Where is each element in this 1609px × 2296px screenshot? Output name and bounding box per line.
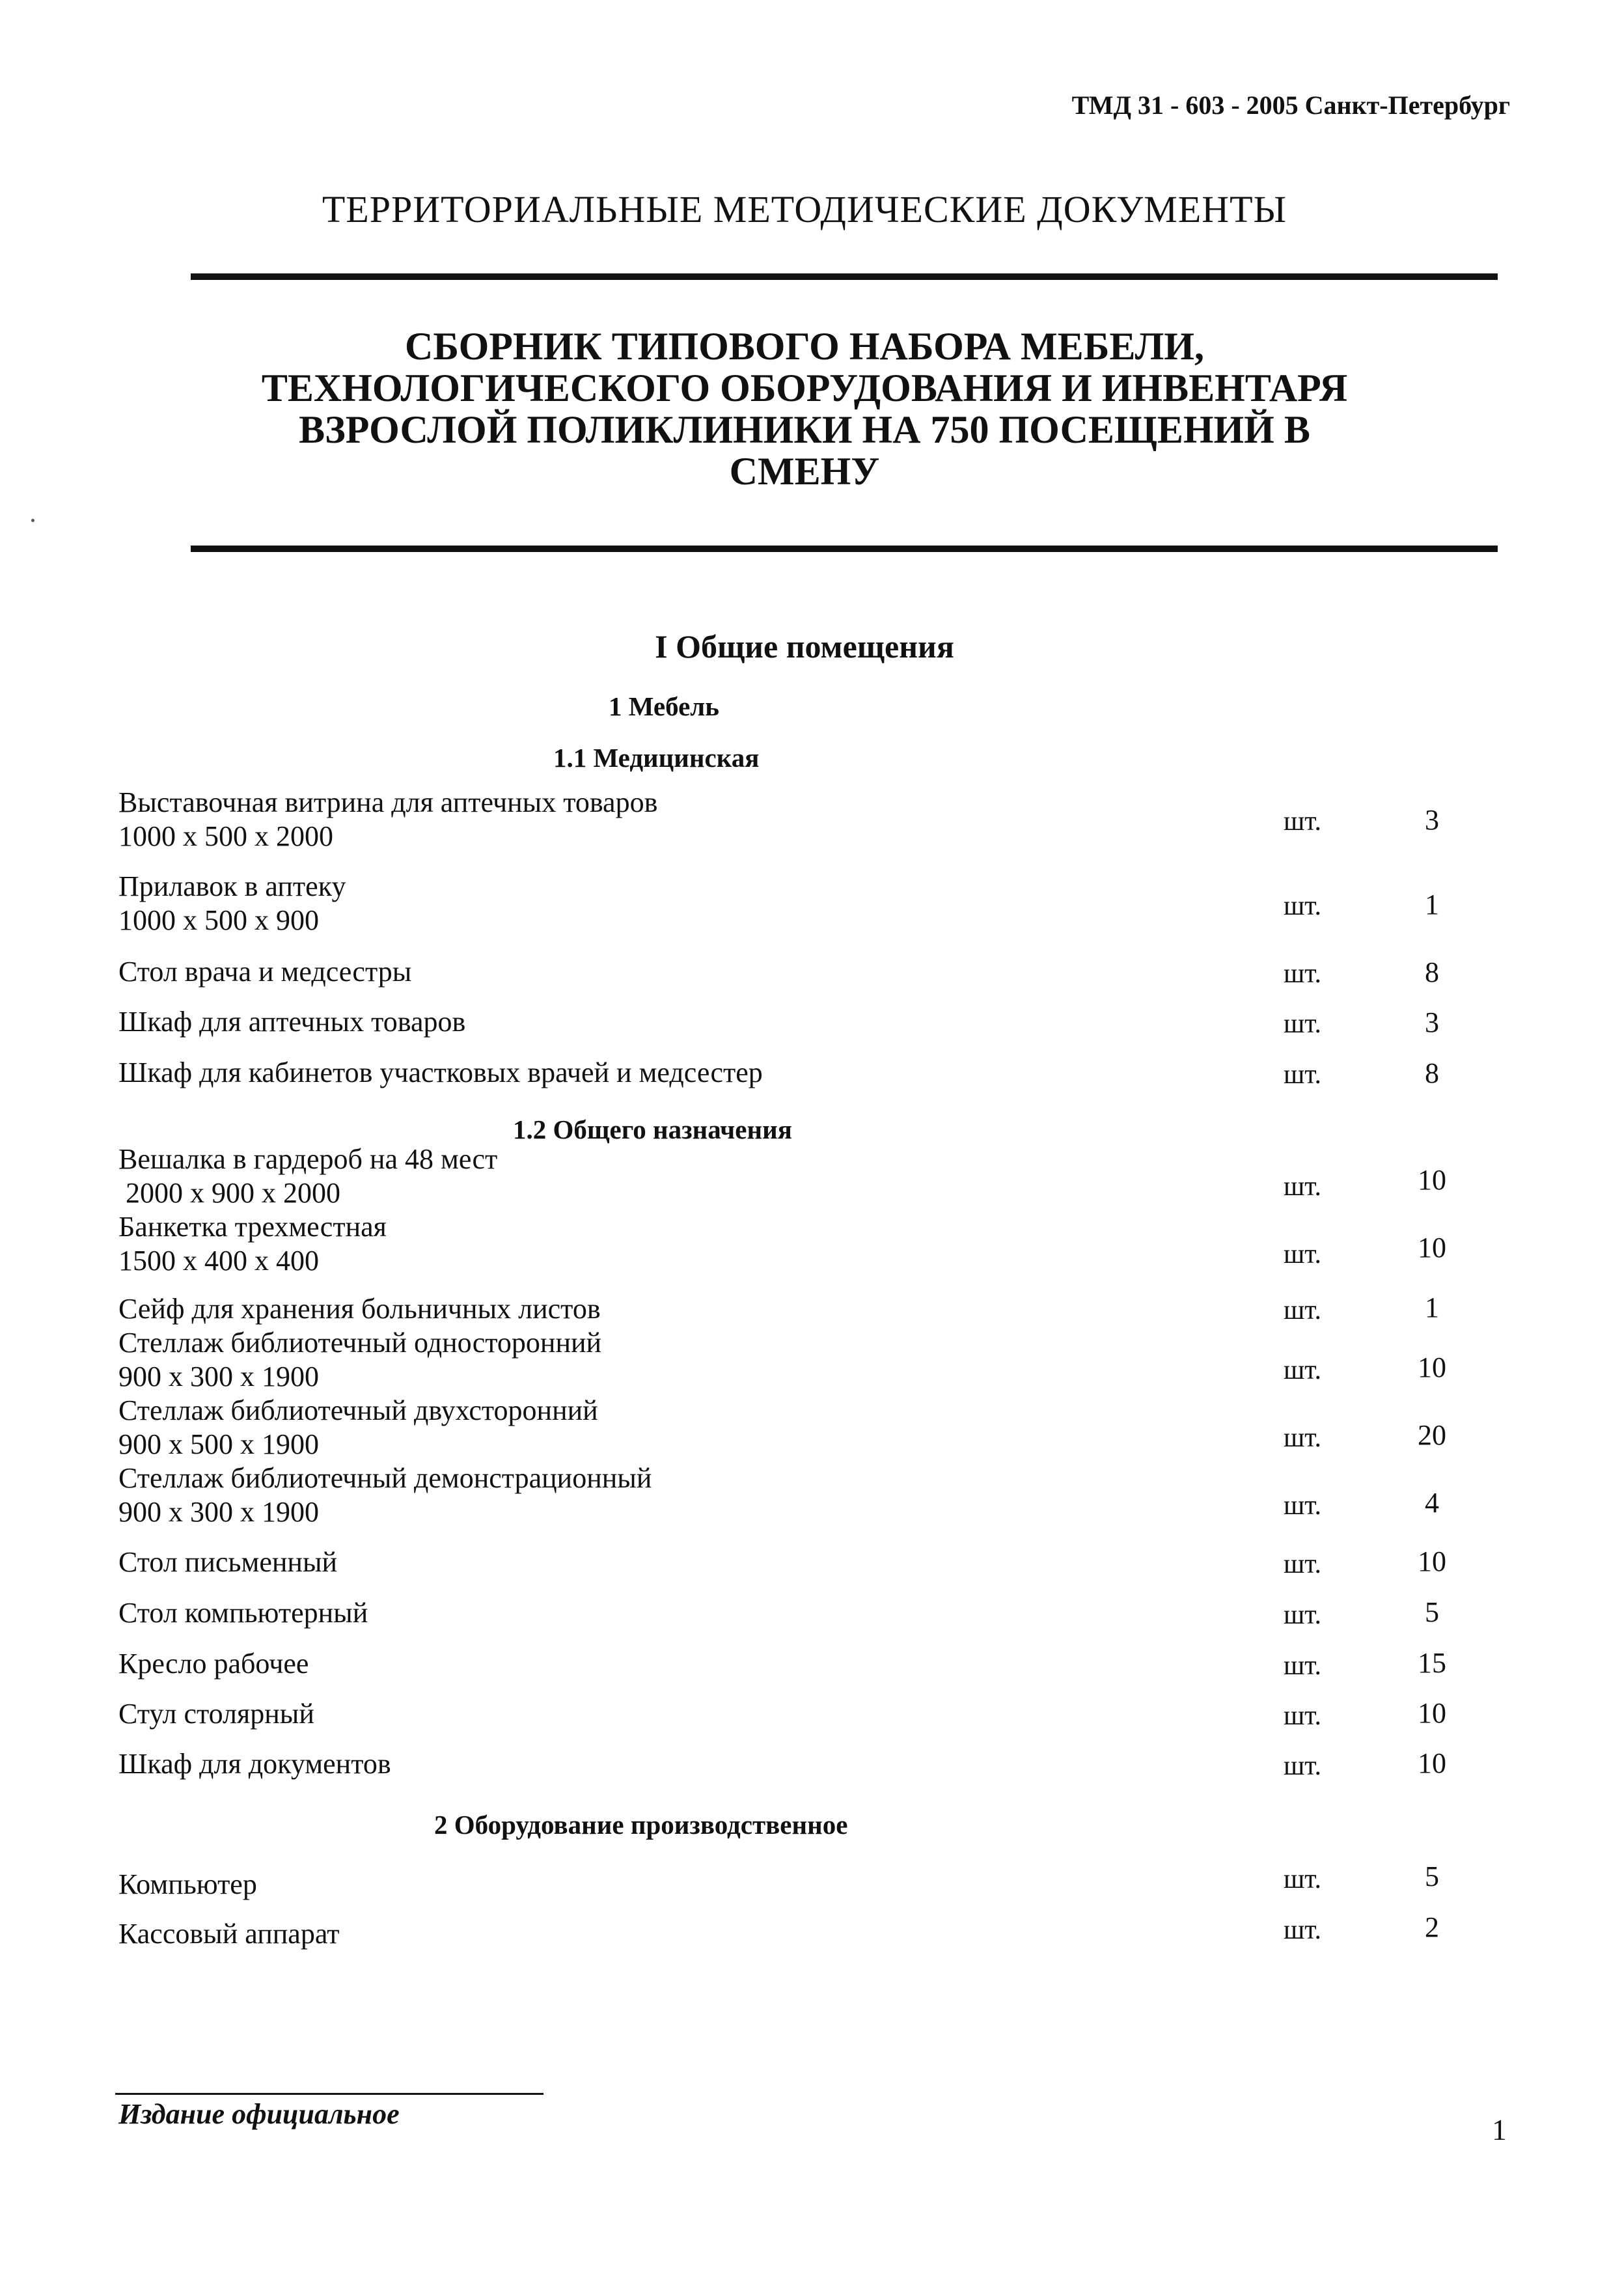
item-unit: шт. xyxy=(1283,1491,1321,1521)
item-unit: шт. xyxy=(1283,1651,1321,1681)
item-name: Шкаф для кабинетов участковых врачей и медсестер xyxy=(118,1057,763,1088)
item-name: Стеллаж библиотечный односторонний 900 x 300 x 1900 xyxy=(118,1327,602,1392)
item-qty: 15 xyxy=(1418,1647,1446,1679)
item-unit: шт. xyxy=(1283,1060,1321,1090)
item-qty: 5 xyxy=(1425,1860,1439,1892)
item-unit: шт. xyxy=(1283,1423,1321,1453)
item-qty: 4 xyxy=(1425,1487,1439,1519)
title-line: СБОРНИК ТИПОВОГО НАБОРА МЕБЕЛИ, xyxy=(405,325,1204,368)
item-unit: шт. xyxy=(1283,1239,1321,1269)
item-qty: 10 xyxy=(1418,1164,1446,1196)
item-unit: шт. xyxy=(1283,891,1321,921)
item-unit: шт. xyxy=(1283,1549,1321,1579)
section-title: I Общие помещения xyxy=(655,628,954,665)
item-qty: 10 xyxy=(1418,1232,1446,1264)
scan-speck xyxy=(31,519,34,522)
title-line: ТЕХНОЛОГИЧЕСКОГО ОБОРУДОВАНИЯ И ИНВЕНТАРЯ xyxy=(261,367,1348,409)
top-rule xyxy=(191,273,1498,280)
subsection-equipment: 2 Оборудование производственное xyxy=(434,1810,848,1840)
item-name: Банкетка трехместная 1500 x 400 x 400 xyxy=(118,1211,387,1277)
footnote-rule xyxy=(115,2093,543,2095)
page-number: 1 xyxy=(1492,2113,1507,2146)
item-unit: шт. xyxy=(1283,1864,1321,1894)
item-qty: 8 xyxy=(1425,956,1439,988)
item-qty: 1 xyxy=(1425,1292,1439,1323)
official-edition-note: Издание официальное xyxy=(118,2098,400,2130)
item-qty: 20 xyxy=(1418,1419,1446,1451)
item-qty: 10 xyxy=(1418,1697,1446,1729)
item-name: Выставочная витрина для аптечных товаров 1000 x 500 x 2000 xyxy=(118,786,658,852)
item-name: Прилавок в аптеку 1000 x 500 x 900 xyxy=(118,870,346,936)
item-name: Сейф для хранения больничных листов xyxy=(118,1293,601,1325)
subsection-medical: 1.1 Медицинская xyxy=(553,743,760,773)
item-name: Стул столярный xyxy=(118,1698,314,1730)
item-unit: шт. xyxy=(1283,1751,1321,1781)
item-qty: 2 xyxy=(1425,1911,1439,1943)
item-unit: шт. xyxy=(1283,1355,1321,1385)
bottom-rule xyxy=(191,546,1498,552)
document-title xyxy=(0,325,1609,492)
item-name: Кресло рабочее xyxy=(118,1648,309,1680)
item-qty: 1 xyxy=(1425,889,1439,920)
document-code: ТМД 31 - 603 - 2005 Санкт-Петербург xyxy=(1071,90,1510,120)
title-line: СМЕНУ xyxy=(729,450,880,493)
item-name: Кассовый аппарат xyxy=(118,1918,340,1950)
document-type-heading: ТЕРРИТОРИАЛЬНЫЕ МЕТОДИЧЕСКИЕ ДОКУМЕНТЫ xyxy=(322,188,1287,230)
item-unit: шт. xyxy=(1283,959,1321,989)
item-name: Стол письменный xyxy=(118,1546,338,1578)
item-name: Стол врача и медсестры xyxy=(118,956,412,988)
item-name: Стеллаж библиотечный демонстрационный 900 x 300 x 1900 xyxy=(118,1462,652,1528)
subsection-general: 1.2 Общего назначения xyxy=(513,1114,792,1144)
item-qty: 5 xyxy=(1425,1596,1439,1628)
item-qty: 3 xyxy=(1425,1006,1439,1038)
item-name: Стеллаж библиотечный двухсторонний 900 x 500 x 1900 xyxy=(118,1394,598,1460)
title-line: ВЗРОСЛОЙ ПОЛИКЛИНИКИ НА 750 ПОСЕЩЕНИЙ В xyxy=(299,408,1310,451)
item-qty: 10 xyxy=(1418,1351,1446,1383)
item-unit: шт. xyxy=(1283,807,1321,837)
item-unit: шт. xyxy=(1283,1701,1321,1731)
item-unit: шт. xyxy=(1283,1600,1321,1630)
item-qty: 8 xyxy=(1425,1057,1439,1089)
subsection-furniture: 1 Мебель xyxy=(609,691,719,721)
item-unit: шт. xyxy=(1283,1915,1321,1945)
item-unit: шт. xyxy=(1283,1009,1321,1039)
item-name: Вешалка в гардероб на 48 мест 2000 x 900 x 2000 xyxy=(118,1143,498,1209)
item-name: Компьютер xyxy=(118,1868,257,1900)
item-qty: 10 xyxy=(1418,1545,1446,1577)
item-name: Шкаф для документов xyxy=(118,1748,391,1780)
item-name: Стол компьютерный xyxy=(118,1597,368,1629)
item-name: Шкаф для аптечных товаров xyxy=(118,1006,466,1038)
item-qty: 10 xyxy=(1418,1747,1446,1779)
item-unit: шт. xyxy=(1283,1172,1321,1202)
item-qty: 3 xyxy=(1425,804,1439,836)
item-unit: шт. xyxy=(1283,1295,1321,1325)
